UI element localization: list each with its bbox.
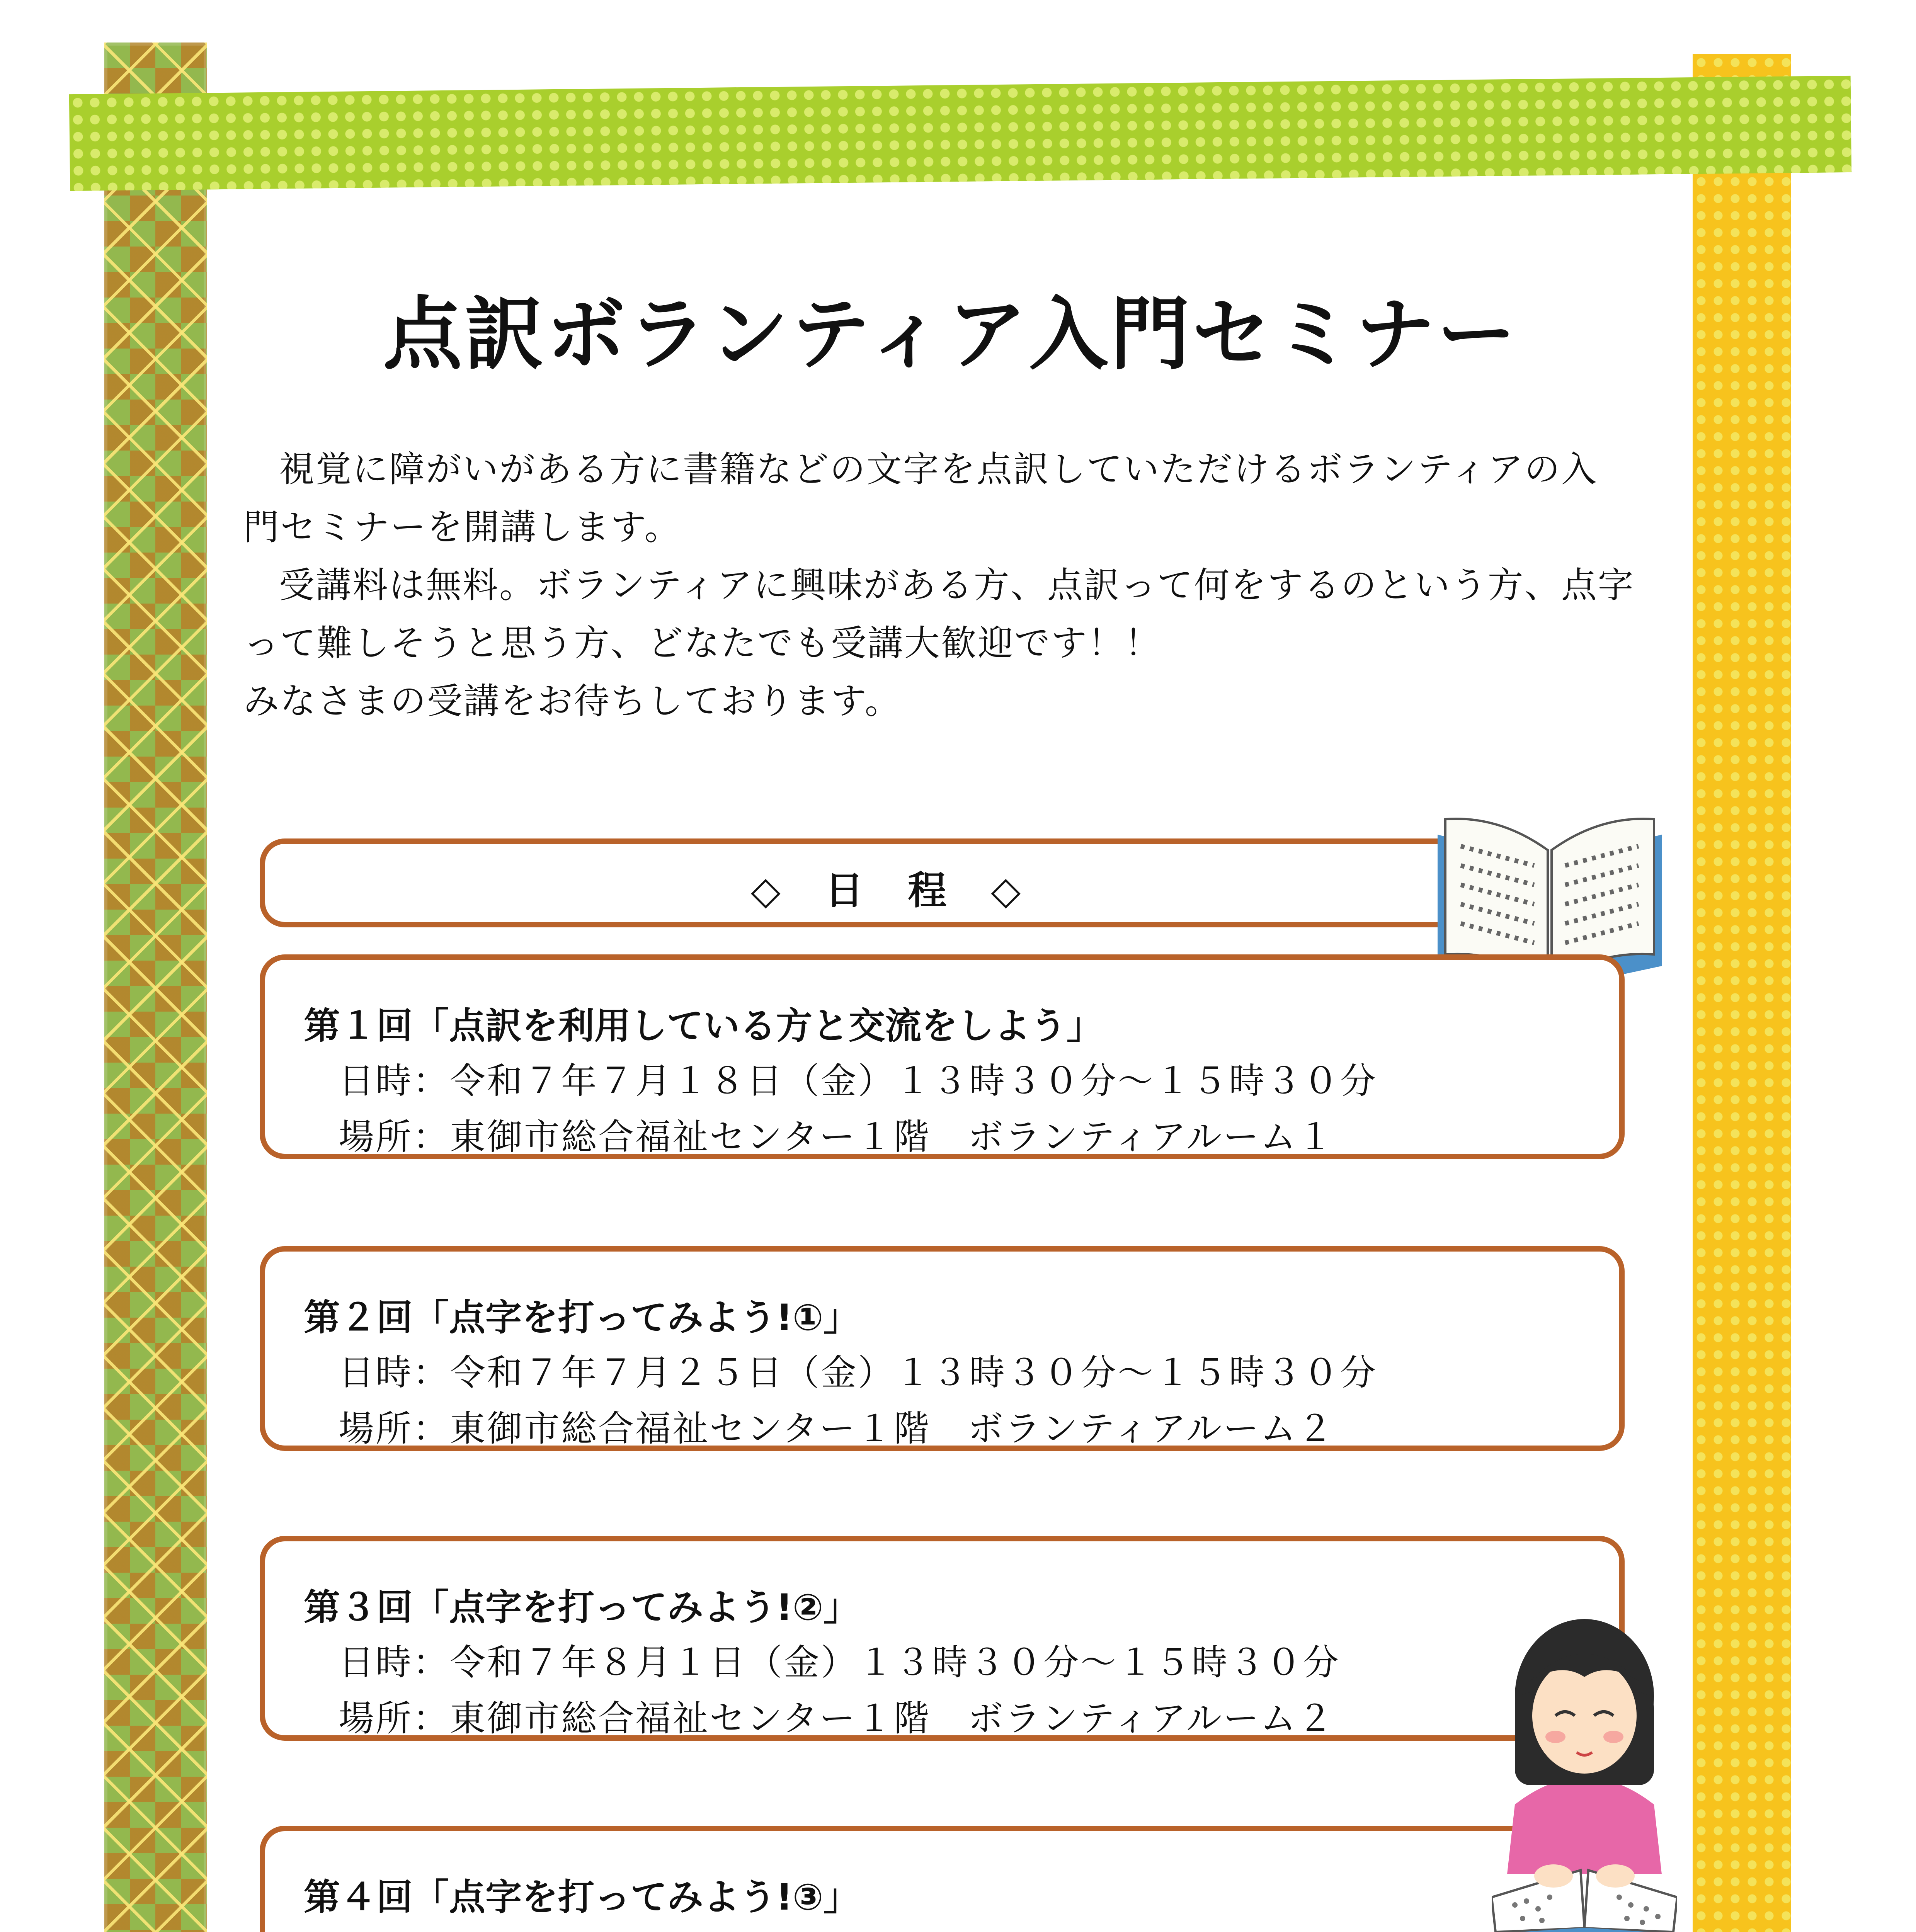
top-dotted-tape — [69, 76, 1851, 191]
schedule-heading: ◇ 日 程 ◇ — [750, 868, 1036, 913]
session-card-3 — [260, 1536, 1625, 1741]
session-card-2 — [260, 1246, 1625, 1451]
session-title: 第３回「点字を打ってみよう!②」 — [304, 1587, 860, 1629]
session-date — [339, 1924, 1340, 1932]
page-title: 点訳ボランティア入門セミナー — [383, 289, 1518, 381]
reading-woman-icon — [1492, 1604, 1677, 1932]
intro-line: 門セミナーを開講します。 — [243, 507, 681, 548]
session-title: 第１回「点訳を利用している方と交流をしよう」 — [304, 1005, 1103, 1047]
session-place: 場所：東御市総合福祉センター１階 ボランティアルーム２ — [339, 1408, 1335, 1449]
left-argyle-tape — [104, 43, 207, 1932]
session-date: 日時：令和７年７月１８日（金）１３時３０分～１５時３０分 — [339, 1060, 1378, 1102]
intro-line: 視覚に障がいがある方に書籍などの文字を点訳していただけるボランティアの入 — [279, 449, 1598, 490]
session-title: 第４回「点字を打ってみよう!③」 — [304, 1876, 860, 1918]
intro-line: って難しそうと思う方、どなたでも受講大歓迎です！！ — [243, 622, 1162, 664]
session-card-4 — [260, 1826, 1625, 1932]
intro-line: みなさまの受講をお待ちしております。 — [243, 680, 902, 722]
intro-text — [243, 440, 1696, 730]
session-date: 日時：令和７年７月２５日（金）１３時３０分～１５時３０分 — [339, 1352, 1378, 1393]
right-dotted-tape — [1693, 54, 1791, 1932]
session-title: 第２回「点字を打ってみよう!①」 — [304, 1297, 860, 1339]
session-card-1 — [260, 954, 1625, 1159]
session-place: 場所：東御市総合福祉センター１階 ボランティアルーム２ — [339, 1698, 1335, 1739]
schedule-header — [260, 838, 1527, 927]
intro-line: 受講料は無料。ボランティアに興味がある方、点訳って何をするのという方、点字 — [279, 565, 1635, 606]
session-date: 日時：令和７年８月１日（金）１３時３０分～１５時３０分 — [339, 1642, 1341, 1683]
session-place: 場所：東御市総合福祉センター１階 ボランティアルーム１ — [339, 1116, 1335, 1158]
